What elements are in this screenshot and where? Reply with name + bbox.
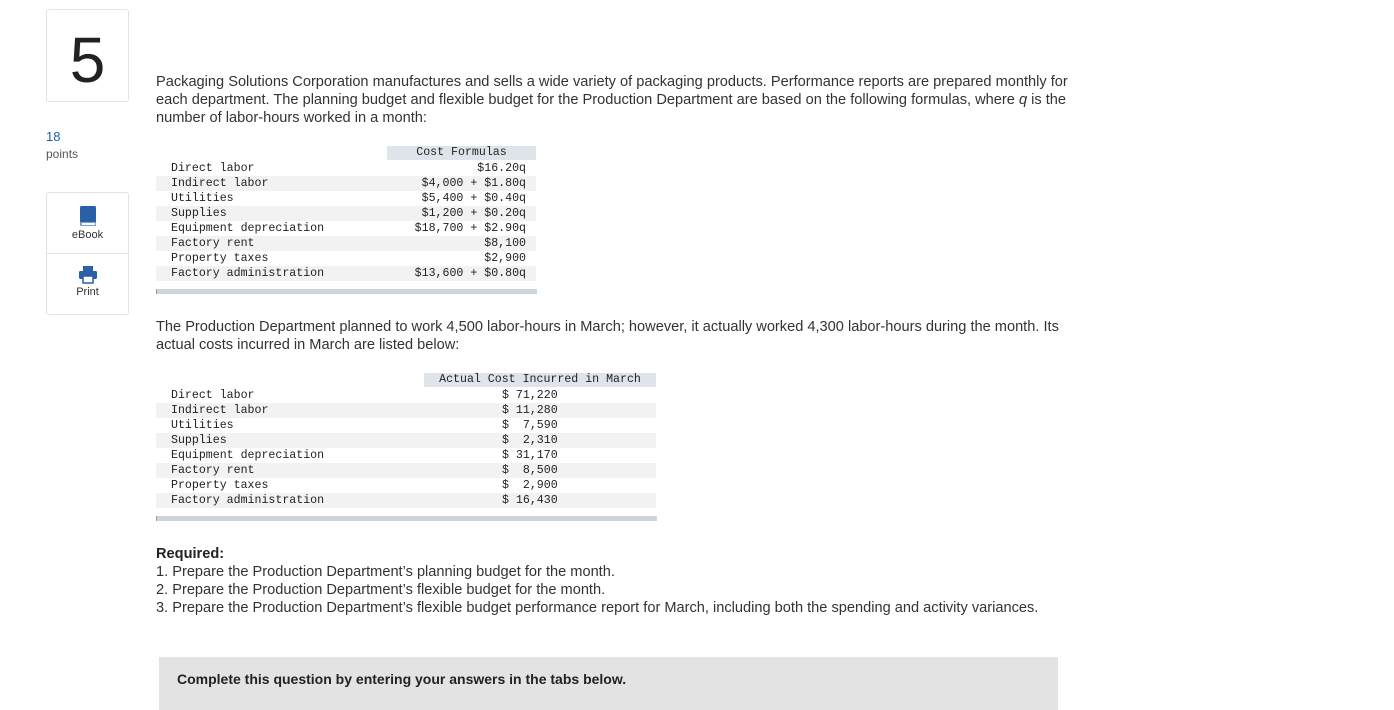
intro-text-part1: Packaging Solutions Corporation manufactures and sells a wide variety of packaging products. Performance reports are prepared monthly for each department. The planning budget and flexible budget for the Production Department are based on the following formulas, where	[156, 74, 1068, 108]
row-label: Property taxes	[171, 252, 269, 265]
row-value: $13,600 + $0.80q	[414, 267, 526, 280]
table-row	[156, 493, 656, 508]
table-row	[156, 403, 656, 418]
table-row	[156, 448, 656, 463]
table-row	[156, 433, 656, 448]
table-row	[156, 191, 536, 206]
row-label: Factory rent	[171, 464, 255, 477]
points-value: 18	[46, 129, 61, 144]
instructions-banner	[159, 657, 1058, 710]
row-value: $2,900	[484, 252, 526, 265]
row-label: Direct labor	[171, 389, 255, 402]
intro-text-part2: is the number of labor-hours worked in a month:	[156, 92, 1066, 126]
row-value: $ 2,310	[502, 434, 558, 447]
table-row	[156, 478, 656, 493]
row-value: $18,700 + $2.90q	[414, 222, 526, 235]
row-value: $ 16,430	[502, 494, 558, 507]
middle-paragraph: The Production Department planned to work 4,500 labor-hours in March; however, it actually worked 4,300 labor-hours during the month. Its actual costs incurred in March are listed below:	[156, 319, 1059, 353]
row-value: $4,000 + $1.80q	[421, 177, 526, 190]
row-value: $5,400 + $0.40q	[421, 192, 526, 205]
row-label: Utilities	[171, 192, 234, 205]
table-row	[156, 463, 656, 478]
row-value: $ 11,280	[502, 404, 558, 417]
row-label: Utilities	[171, 419, 234, 432]
row-value: $ 31,170	[502, 449, 558, 462]
print-label: Print	[76, 286, 99, 298]
row-value: $ 7,590	[502, 419, 558, 432]
ebook-label: eBook	[71, 229, 104, 241]
table-row	[156, 236, 536, 251]
actual-costs-table	[156, 373, 656, 523]
row-label: Indirect labor	[171, 177, 269, 190]
ebook-icon	[79, 205, 97, 227]
row-value: $ 2,900	[502, 479, 558, 492]
table-row	[156, 418, 656, 433]
required-item-2: 2. Prepare the Production Department’s flexible budget for the month.	[156, 582, 606, 598]
print-button[interactable]	[47, 254, 128, 314]
row-label: Supplies	[171, 207, 227, 220]
intro-variable: q	[1018, 92, 1028, 108]
formulas-header: Cost Formulas	[387, 146, 536, 160]
required-item-1: 1. Prepare the Production Department’s planning budget for the month.	[156, 564, 615, 580]
table-footer-bar	[156, 516, 657, 521]
row-label: Direct labor	[171, 162, 255, 175]
row-label: Equipment depreciation	[171, 222, 325, 235]
row-label: Indirect labor	[171, 404, 269, 417]
banner-text: Complete this question by entering your answers in the tabs below.	[177, 671, 627, 687]
row-label: Equipment depreciation	[171, 449, 325, 462]
row-value: $8,100	[484, 237, 526, 250]
row-label: Supplies	[171, 434, 227, 447]
row-label: Factory administration	[171, 267, 325, 280]
table-row	[156, 388, 656, 403]
question-number-box	[46, 9, 129, 102]
resource-tools	[46, 192, 129, 315]
printer-icon	[78, 266, 98, 284]
table-row	[156, 251, 536, 266]
row-value: $1,200 + $0.20q	[421, 207, 526, 220]
table-row	[156, 161, 536, 176]
row-value: $16.20q	[477, 162, 526, 175]
question-number: 5	[69, 24, 106, 96]
row-value: $ 8,500	[502, 464, 558, 477]
row-label: Property taxes	[171, 479, 269, 492]
row-label: Factory rent	[171, 237, 255, 250]
table-row	[156, 266, 536, 281]
table-row	[156, 176, 536, 191]
cost-formulas-table	[156, 146, 536, 296]
required-item-3: 3. Prepare the Production Department’s flexible budget performance report for March, including both the spending and activity variances.	[156, 600, 1039, 616]
table-row	[156, 221, 536, 236]
intro-paragraph	[156, 73, 1076, 127]
ebook-button[interactable]	[47, 193, 128, 254]
table-row	[156, 206, 536, 221]
required-section	[156, 545, 1056, 617]
row-label: Factory administration	[171, 494, 325, 507]
actual-header: Actual Cost Incurred in March	[424, 373, 656, 387]
required-title: Required:	[156, 546, 225, 562]
table-footer-bar	[156, 289, 537, 294]
points-label: points	[46, 147, 79, 161]
row-value: $ 71,220	[502, 389, 558, 402]
